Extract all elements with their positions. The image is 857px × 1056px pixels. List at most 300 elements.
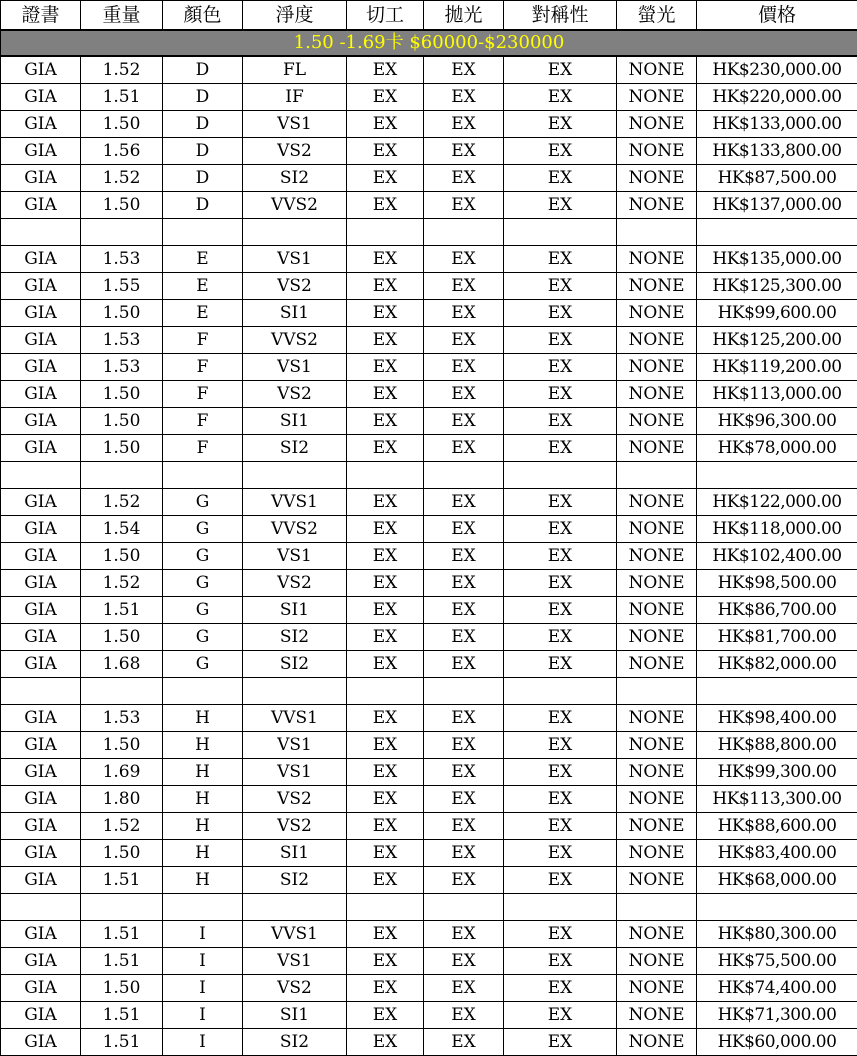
cell-price: HK$220,000.00 [697,84,857,111]
cell-cert: GIA [1,624,81,651]
cell-symmetry: EX [504,813,617,840]
cell-weight: 1.51 [81,84,163,111]
cell-weight: 1.51 [81,1029,163,1056]
cell-cut: EX [347,56,424,84]
table-row [1,56,857,84]
empty-cell [1,219,81,246]
cell-cert: GIA [1,1029,81,1056]
cell-clarity: SI2 [243,165,347,192]
cell-fluorescence: NONE [617,165,697,192]
cell-polish: EX [424,570,504,597]
empty-cell [424,894,504,921]
table-row [1,705,857,732]
cell-color: H [163,732,243,759]
cell-cut: EX [347,840,424,867]
cell-weight: 1.52 [81,165,163,192]
cell-symmetry: EX [504,516,617,543]
range-banner: 1.50 -1.69卡 $60000-$230000 [1,30,857,56]
table-row [1,867,857,894]
cell-color: D [163,192,243,219]
cell-price: HK$68,000.00 [697,867,857,894]
cell-price: HK$137,000.00 [697,192,857,219]
cell-cert: GIA [1,921,81,948]
cell-fluorescence: NONE [617,1029,697,1056]
cell-color: E [163,300,243,327]
cell-polish: EX [424,705,504,732]
cell-color: G [163,651,243,678]
cell-weight: 1.50 [81,300,163,327]
cell-fluorescence: NONE [617,381,697,408]
cell-clarity: VS2 [243,975,347,1002]
cell-polish: EX [424,246,504,273]
cell-symmetry: EX [504,543,617,570]
cell-weight: 1.56 [81,138,163,165]
cell-fluorescence: NONE [617,948,697,975]
cell-weight: 1.53 [81,354,163,381]
cell-cert: GIA [1,813,81,840]
cell-cert: GIA [1,246,81,273]
cell-clarity: VVS2 [243,192,347,219]
empty-cell [697,678,857,705]
cell-fluorescence: NONE [617,111,697,138]
cell-polish: EX [424,1029,504,1056]
cell-cert: GIA [1,543,81,570]
cell-color: F [163,354,243,381]
table-row [1,813,857,840]
table-row [1,570,857,597]
separator-row [1,894,857,921]
cell-fluorescence: NONE [617,516,697,543]
cell-fluorescence: NONE [617,273,697,300]
cell-price: HK$83,400.00 [697,840,857,867]
cell-polish: EX [424,948,504,975]
cell-cut: EX [347,975,424,1002]
cell-cert: GIA [1,300,81,327]
cell-fluorescence: NONE [617,192,697,219]
cell-price: HK$99,600.00 [697,300,857,327]
cell-price: HK$113,000.00 [697,381,857,408]
empty-cell [243,894,347,921]
header-color: 顏色 [163,1,243,31]
cell-clarity: VS1 [243,732,347,759]
empty-cell [697,219,857,246]
cell-cert: GIA [1,597,81,624]
cell-polish: EX [424,435,504,462]
cell-clarity: VS1 [243,111,347,138]
cell-polish: EX [424,165,504,192]
cell-cut: EX [347,246,424,273]
cell-color: I [163,975,243,1002]
cell-cut: EX [347,705,424,732]
cell-clarity: IF [243,84,347,111]
cell-price: HK$88,800.00 [697,732,857,759]
cell-cert: GIA [1,732,81,759]
cell-cut: EX [347,435,424,462]
cell-cert: GIA [1,840,81,867]
table-row [1,597,857,624]
table-row [1,543,857,570]
cell-polish: EX [424,300,504,327]
cell-symmetry: EX [504,705,617,732]
cell-cut: EX [347,192,424,219]
cell-fluorescence: NONE [617,354,697,381]
cell-price: HK$88,600.00 [697,813,857,840]
cell-symmetry: EX [504,624,617,651]
cell-cert: GIA [1,975,81,1002]
cell-symmetry: EX [504,246,617,273]
cell-fluorescence: NONE [617,759,697,786]
cell-symmetry: EX [504,975,617,1002]
cell-fluorescence: NONE [617,138,697,165]
cell-color: F [163,435,243,462]
cell-color: F [163,327,243,354]
cell-clarity: VS1 [243,948,347,975]
cell-price: HK$86,700.00 [697,597,857,624]
table-row [1,381,857,408]
table-row [1,786,857,813]
empty-cell [243,678,347,705]
cell-color: I [163,1029,243,1056]
cell-cert: GIA [1,192,81,219]
cell-cert: GIA [1,948,81,975]
cell-color: F [163,381,243,408]
cell-polish: EX [424,192,504,219]
header-clarity: 淨度 [243,1,347,31]
cell-cut: EX [347,138,424,165]
cell-color: G [163,489,243,516]
cell-polish: EX [424,759,504,786]
cell-symmetry: EX [504,273,617,300]
cell-cut: EX [347,867,424,894]
cell-fluorescence: NONE [617,408,697,435]
cell-cut: EX [347,813,424,840]
cell-symmetry: EX [504,786,617,813]
cell-polish: EX [424,273,504,300]
cell-clarity: SI2 [243,435,347,462]
cell-weight: 1.51 [81,597,163,624]
header-weight: 重量 [81,1,163,31]
cell-price: HK$230,000.00 [697,56,857,84]
empty-cell [504,462,617,489]
empty-cell [163,894,243,921]
cell-cert: GIA [1,165,81,192]
cell-symmetry: EX [504,327,617,354]
cell-color: D [163,165,243,192]
cell-polish: EX [424,408,504,435]
cell-color: D [163,138,243,165]
cell-cut: EX [347,651,424,678]
cell-clarity: SI1 [243,840,347,867]
table-row [1,651,857,678]
cell-polish: EX [424,354,504,381]
cell-symmetry: EX [504,165,617,192]
cell-weight: 1.69 [81,759,163,786]
table-row [1,273,857,300]
cell-price: HK$87,500.00 [697,165,857,192]
cell-cert: GIA [1,408,81,435]
cell-cut: EX [347,300,424,327]
empty-cell [424,462,504,489]
cell-clarity: VS2 [243,381,347,408]
cell-fluorescence: NONE [617,624,697,651]
cell-symmetry: EX [504,381,617,408]
empty-cell [163,219,243,246]
cell-weight: 1.52 [81,489,163,516]
table-row [1,165,857,192]
cell-polish: EX [424,327,504,354]
cell-fluorescence: NONE [617,651,697,678]
cell-color: H [163,786,243,813]
cell-cert: GIA [1,570,81,597]
header-fluorescence: 螢光 [617,1,697,31]
empty-cell [81,219,163,246]
cell-weight: 1.53 [81,705,163,732]
empty-cell [81,678,163,705]
cell-color: G [163,624,243,651]
cell-weight: 1.53 [81,246,163,273]
empty-cell [163,678,243,705]
cell-fluorescence: NONE [617,489,697,516]
cell-price: HK$98,400.00 [697,705,857,732]
table-row [1,138,857,165]
cell-fluorescence: NONE [617,570,697,597]
cell-weight: 1.50 [81,192,163,219]
cell-fluorescence: NONE [617,867,697,894]
cell-cert: GIA [1,381,81,408]
cell-fluorescence: NONE [617,732,697,759]
cell-clarity: VS1 [243,543,347,570]
cell-symmetry: EX [504,597,617,624]
cell-polish: EX [424,111,504,138]
cell-price: HK$118,000.00 [697,516,857,543]
cell-weight: 1.53 [81,327,163,354]
table-row [1,921,857,948]
empty-cell [424,678,504,705]
cell-color: F [163,408,243,435]
cell-clarity: SI2 [243,867,347,894]
cell-price: HK$81,700.00 [697,624,857,651]
empty-cell [347,894,424,921]
cell-symmetry: EX [504,759,617,786]
header-row [1,1,857,31]
header-cert: 證書 [1,1,81,31]
cell-fluorescence: NONE [617,327,697,354]
table-row [1,516,857,543]
empty-cell [163,462,243,489]
separator-row [1,219,857,246]
cell-fluorescence: NONE [617,246,697,273]
cell-cert: GIA [1,435,81,462]
cell-clarity: VS1 [243,354,347,381]
cell-color: D [163,84,243,111]
cell-clarity: VVS1 [243,489,347,516]
cell-cut: EX [347,381,424,408]
empty-cell [1,462,81,489]
cell-cut: EX [347,111,424,138]
cell-cut: EX [347,759,424,786]
cell-polish: EX [424,921,504,948]
cell-cert: GIA [1,1002,81,1029]
cell-color: G [163,597,243,624]
cell-fluorescence: NONE [617,786,697,813]
cell-fluorescence: NONE [617,921,697,948]
empty-cell [1,894,81,921]
table-row [1,84,857,111]
cell-clarity: SI2 [243,651,347,678]
cell-color: D [163,111,243,138]
cell-cut: EX [347,165,424,192]
cell-polish: EX [424,651,504,678]
cell-color: G [163,570,243,597]
cell-price: HK$133,000.00 [697,111,857,138]
cell-cert: GIA [1,273,81,300]
cell-color: I [163,921,243,948]
cell-fluorescence: NONE [617,84,697,111]
header-polish: 拋光 [424,1,504,31]
cell-symmetry: EX [504,1002,617,1029]
empty-cell [1,678,81,705]
cell-weight: 1.51 [81,948,163,975]
empty-cell [243,462,347,489]
cell-fluorescence: NONE [617,300,697,327]
table-row [1,435,857,462]
cell-fluorescence: NONE [617,840,697,867]
cell-price: HK$98,500.00 [697,570,857,597]
cell-symmetry: EX [504,435,617,462]
table-row [1,840,857,867]
cell-symmetry: EX [504,111,617,138]
cell-cut: EX [347,408,424,435]
table-row [1,246,857,273]
cell-symmetry: EX [504,651,617,678]
empty-cell [504,678,617,705]
cell-clarity: VVS1 [243,705,347,732]
cell-price: HK$82,000.00 [697,651,857,678]
cell-weight: 1.55 [81,273,163,300]
empty-cell [347,678,424,705]
table-row [1,354,857,381]
cell-weight: 1.50 [81,408,163,435]
cell-cut: EX [347,948,424,975]
cell-fluorescence: NONE [617,543,697,570]
cell-clarity: VVS2 [243,516,347,543]
cell-price: HK$102,400.00 [697,543,857,570]
cell-clarity: SI1 [243,597,347,624]
cell-cut: EX [347,921,424,948]
cell-fluorescence: NONE [617,705,697,732]
cell-weight: 1.50 [81,624,163,651]
cell-cut: EX [347,786,424,813]
table-row [1,1029,857,1056]
cell-symmetry: EX [504,489,617,516]
cell-clarity: VS2 [243,570,347,597]
cell-polish: EX [424,138,504,165]
cell-clarity: VS1 [243,759,347,786]
cell-cut: EX [347,354,424,381]
cell-cut: EX [347,1002,424,1029]
cell-fluorescence: NONE [617,435,697,462]
cell-weight: 1.50 [81,732,163,759]
cell-polish: EX [424,1002,504,1029]
table-row [1,300,857,327]
table-row [1,111,857,138]
cell-fluorescence: NONE [617,813,697,840]
cell-price: HK$80,300.00 [697,921,857,948]
cell-polish: EX [424,975,504,1002]
cell-symmetry: EX [504,840,617,867]
cell-cert: GIA [1,489,81,516]
cell-polish: EX [424,786,504,813]
cell-weight: 1.52 [81,813,163,840]
table-row [1,408,857,435]
cell-cert: GIA [1,759,81,786]
cell-symmetry: EX [504,56,617,84]
cell-weight: 1.50 [81,111,163,138]
cell-symmetry: EX [504,138,617,165]
cell-cert: GIA [1,327,81,354]
header-symmetry: 對稱性 [504,1,617,31]
cell-cut: EX [347,327,424,354]
cell-color: I [163,1002,243,1029]
cell-color: H [163,759,243,786]
cell-price: HK$99,300.00 [697,759,857,786]
cell-symmetry: EX [504,408,617,435]
cell-price: HK$74,400.00 [697,975,857,1002]
cell-price: HK$122,000.00 [697,489,857,516]
cell-color: G [163,516,243,543]
cell-polish: EX [424,489,504,516]
cell-cert: GIA [1,56,81,84]
cell-cut: EX [347,516,424,543]
cell-color: H [163,867,243,894]
cell-cert: GIA [1,111,81,138]
cell-color: H [163,705,243,732]
cell-cert: GIA [1,867,81,894]
empty-cell [347,219,424,246]
range-banner-row [1,30,857,56]
cell-price: HK$125,300.00 [697,273,857,300]
empty-cell [81,462,163,489]
cell-cut: EX [347,543,424,570]
cell-symmetry: EX [504,921,617,948]
table-row [1,327,857,354]
cell-fluorescence: NONE [617,1002,697,1029]
cell-polish: EX [424,381,504,408]
cell-clarity: SI1 [243,300,347,327]
empty-cell [81,894,163,921]
cell-color: E [163,246,243,273]
empty-cell [697,462,857,489]
cell-weight: 1.54 [81,516,163,543]
cell-clarity: SI1 [243,408,347,435]
cell-price: HK$75,500.00 [697,948,857,975]
cell-cut: EX [347,624,424,651]
cell-clarity: VS2 [243,786,347,813]
header-price: 價格 [697,1,857,31]
cell-weight: 1.52 [81,56,163,84]
empty-cell [617,678,697,705]
cell-polish: EX [424,543,504,570]
cell-cert: GIA [1,651,81,678]
separator-row [1,678,857,705]
table-row [1,732,857,759]
cell-symmetry: EX [504,948,617,975]
cell-clarity: FL [243,56,347,84]
empty-cell [617,219,697,246]
cell-weight: 1.51 [81,867,163,894]
empty-cell [504,219,617,246]
cell-color: G [163,543,243,570]
